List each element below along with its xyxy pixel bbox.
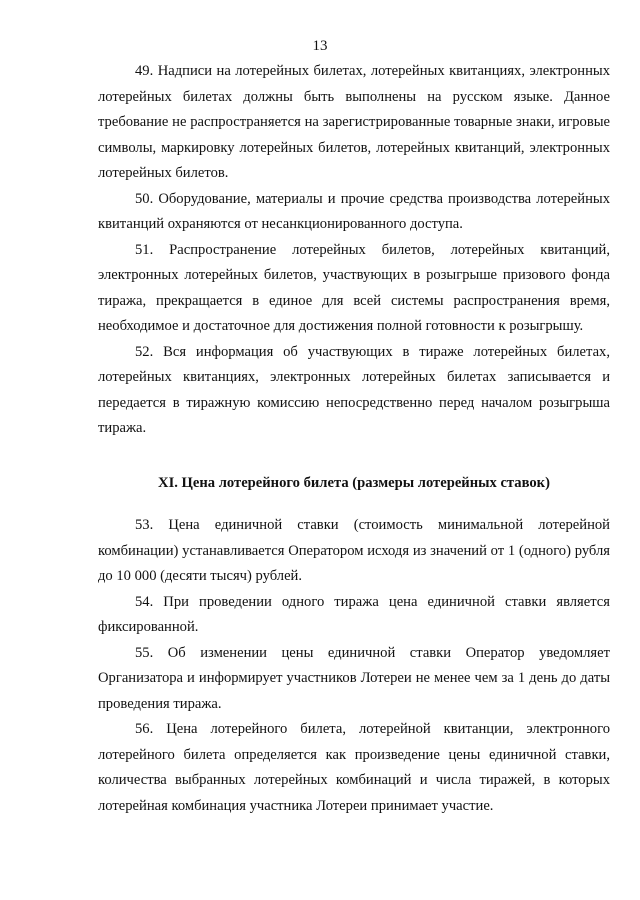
- paragraph-group-top: [98, 59, 610, 442]
- paragraph-group-bottom: [98, 513, 610, 819]
- paragraph-56: 56. Цена лотерейного билета, лотерейной квитанции, электронного лотерейного билета определяется как произведение цены единичной ставки, количества выбранных лотерейных комбинаций и числа тиражей, в которых лотерейная комбинация участника Лотереи принимает участие.: [98, 721, 610, 814]
- paragraph-50: 50. Оборудование, материалы и прочие средства производства лотерейных квитанций охраняются от несанкционированного доступа.: [98, 190, 610, 232]
- paragraph-53: 53. Цена единичной ставки (стоимость минимальной лотерейной комбинации) устанавливается Оператором исходя из значений от 1 (одного) рубля до 10 000 (десяти тысяч) рублей.: [98, 517, 610, 584]
- section-heading: XI. Цена лотерейного билета (размеры лотерейных ставок): [158, 475, 550, 491]
- paragraph-54: 54. При проведении одного тиража цена единичной ставки является фиксированной.: [98, 593, 610, 635]
- page-number: 13: [312, 38, 328, 54]
- paragraph-52: 52. Вся информация об участвующих в тираже лотерейных билетах, лотерейных квитанциях, электронных лотерейных билетах записывается и передается в тиражную комиссию непосредственно перед началом розыгрыша тиража.: [98, 343, 610, 436]
- paragraph-55: 55. Об изменении цены единичной ставки Оператор уведомляет Организатора и информирует участников Лотереи не менее чем за 1 день до даты проведения тиража.: [98, 644, 610, 712]
- paragraph-51: 51. Распространение лотерейных билетов, лотерейных квитанций, электронных лотерейных билетов, участвующих в розыгрыше призового фонда тиража, прекращается в единое для всей системы распространения время, необходимое и достаточное для достижения полной готовности к розыгрышу.: [98, 241, 610, 334]
- section-heading-block: [98, 471, 610, 497]
- paragraph-49: 49. Надписи на лотерейных билетах, лотерейных квитанциях, электронных лотерейных билетах должны быть выполнены на русском языке. Данное требование не распространяется на зарегистрированные товарные знаки, игровые символы, маркировку лотерейных билетов, лотерейных квитанций, электронных лотерейных билетов.: [98, 63, 610, 181]
